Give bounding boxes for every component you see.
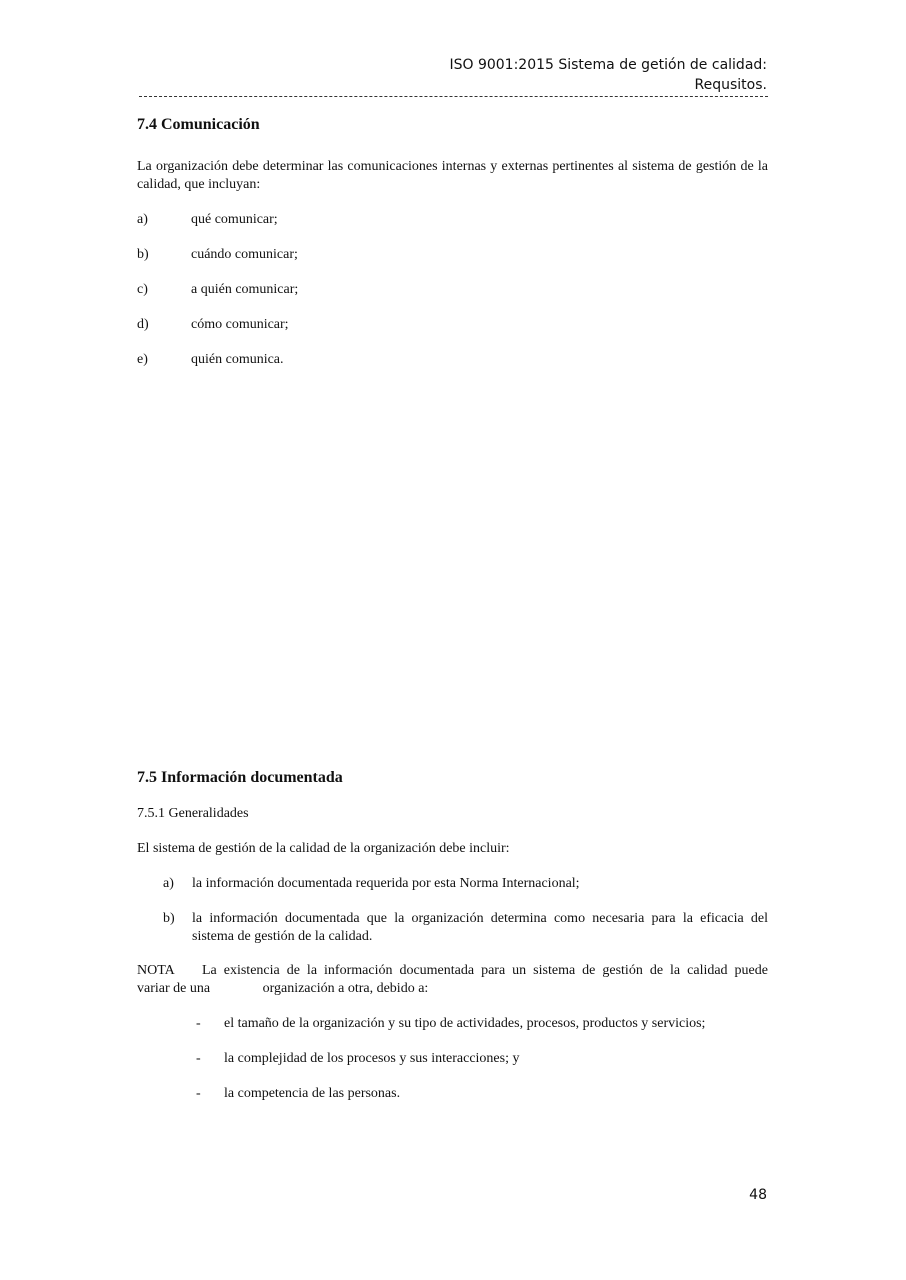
list-item-text: la información documentada requerida por esta Norma Internacional; <box>192 876 580 891</box>
list-item-text: qué comunicar; <box>191 212 278 227</box>
list-item-text: la información documentada que la organización determina como necesaria para la eficacia del sistema de gestión de la calidad. <box>192 911 768 944</box>
nota-line-2: variar de una organización a otra, debido a: <box>137 981 429 996</box>
list-item-text: cuándo comunicar; <box>191 247 298 262</box>
header-divider <box>139 96 768 97</box>
list-item-text: cómo comunicar; <box>191 317 289 332</box>
section-7-4-heading: 7.4 Comunicación <box>137 116 260 133</box>
list-item-label: a) <box>137 212 148 227</box>
bullet-text: la competencia de las personas. <box>224 1086 401 1101</box>
list-item-label: d) <box>137 317 149 332</box>
bullet-text: la complejidad de los procesos y sus interacciones; y <box>224 1051 520 1066</box>
nota-line-1: NOTA La existencia de la información documentada para un sistema de gestión de la calidad puede <box>137 963 768 978</box>
bullet-marker: - <box>196 1086 201 1101</box>
list-item-label: a) <box>163 876 174 891</box>
list-item-label: b) <box>137 247 149 262</box>
list-item-text: a quién comunicar; <box>191 282 299 297</box>
list-item-text: quién comunica. <box>191 352 284 367</box>
header-line-2: Requsitos. <box>694 77 767 93</box>
bullet-marker: - <box>196 1051 201 1066</box>
list-item-label: b) <box>163 911 175 926</box>
bullet-marker: - <box>196 1016 201 1031</box>
header-line-1: ISO 9001:2015 Sistema de getión de calidad: <box>449 57 767 73</box>
section-7-5-1-subheading: 7.5.1 Generalidades <box>137 806 249 821</box>
nota-paragraph <box>137 962 768 998</box>
list-item-label: c) <box>137 282 148 297</box>
list-item-label: e) <box>137 352 148 367</box>
section-7-4-intro: La organización debe determinar las comunicaciones internas y externas pertinentes al sistema de gestión de la calidad, que incluyan: <box>137 159 768 192</box>
section-7-5-intro: El sistema de gestión de la calidad de la organización debe incluir: <box>137 841 510 856</box>
running-header <box>449 55 767 95</box>
page-number: 48 <box>749 1187 767 1203</box>
section-7-5-heading: 7.5 Información documentada <box>137 769 343 786</box>
bullet-text: el tamaño de la organización y su tipo de actividades, procesos, productos y servicios; <box>224 1016 706 1031</box>
